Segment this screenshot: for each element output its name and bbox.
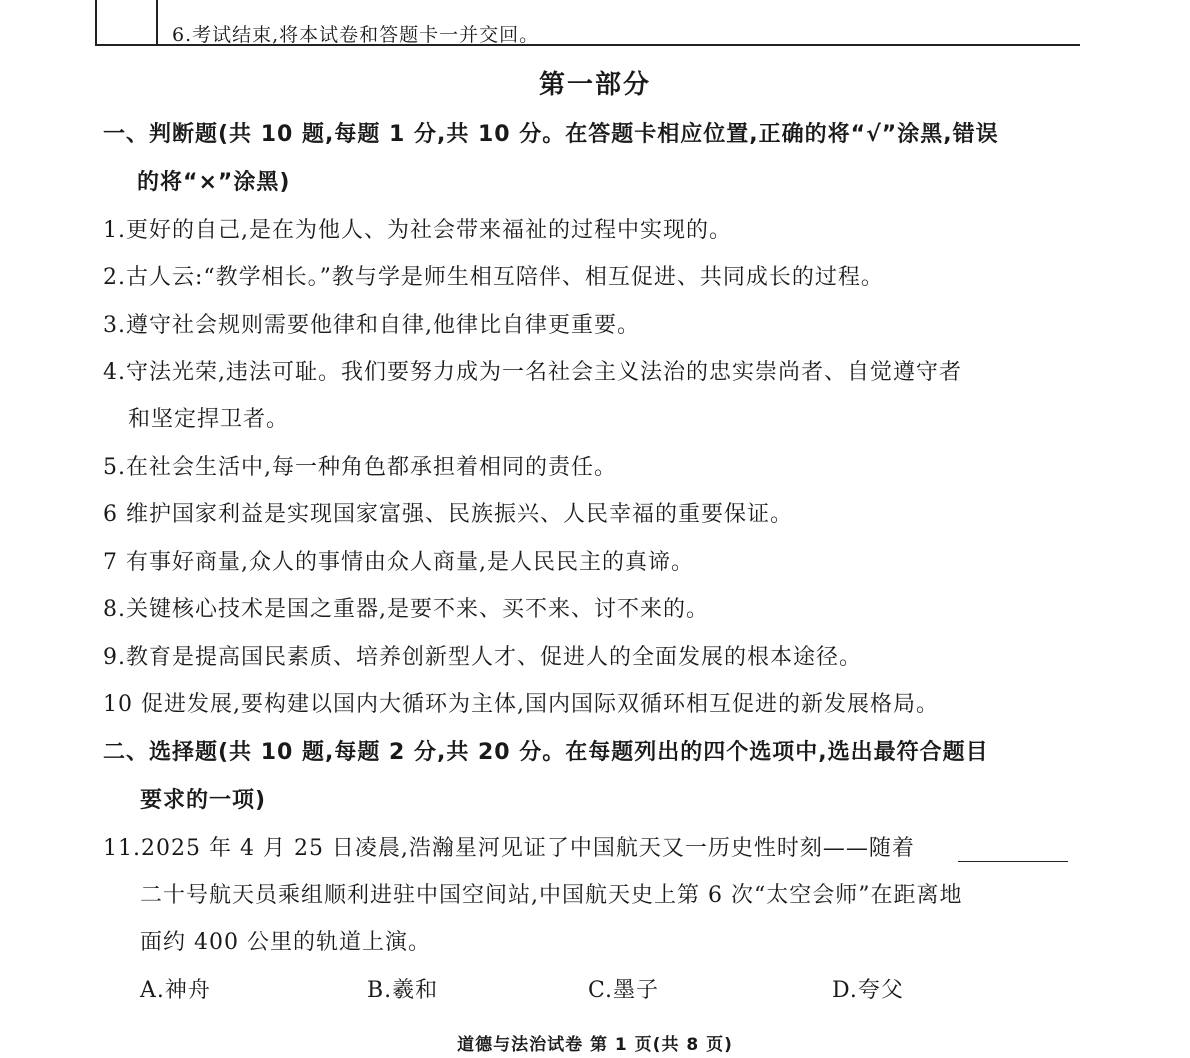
header-divider xyxy=(95,44,1080,46)
option-b: B.羲和 xyxy=(367,978,439,1003)
section2-heading-cont: 要求的一项) xyxy=(140,788,267,813)
judgement-item: 2.古人云:“教学相长。”教与学是师生相互陪伴、相互促进、共同成长的过程。 xyxy=(103,265,884,290)
judgement-item: 10 促进发展,要构建以国内大循环为主体,国内国际双循环相互促进的新发展格局。 xyxy=(103,692,939,717)
header-box xyxy=(95,0,158,44)
option-d: D.夸父 xyxy=(832,978,904,1003)
page-footer: 道德与法治试卷 第 1 页(共 8 页) xyxy=(457,1035,733,1055)
question-11-stem: 11.2025 年 4 月 25 日凌晨,浩瀚星河见证了中国航天又一历史性时刻——随着 xyxy=(103,836,915,861)
judgement-item: 6 维护国家利益是实现国家富强、民族振兴、人民幸福的重要保证。 xyxy=(103,502,793,527)
judgement-item: 5.在社会生活中,每一种角色都承担着相同的责任。 xyxy=(103,455,617,480)
judgement-item-cont: 和坚定捍卫者。 xyxy=(128,407,290,432)
section2-heading: 二、选择题(共 10 题,每题 2 分,共 20 分。在每题列出的四个选项中,选出最符合题目 xyxy=(103,740,989,765)
answer-blank xyxy=(958,861,1068,862)
part-title: 第一部分 xyxy=(538,70,651,100)
judgement-item: 8.关键核心技术是国之重器,是要不来、买不来、讨不来的。 xyxy=(103,597,709,622)
option-c: C.墨子 xyxy=(588,978,660,1003)
header-note: 6.考试结束,将本试卷和答题卡一并交回。 xyxy=(172,24,540,46)
question-11-stem-cont: 面约 400 公里的轨道上演。 xyxy=(140,930,431,955)
option-a: A.神舟 xyxy=(140,978,211,1003)
section1-heading: 一、判断题(共 10 题,每题 1 分,共 10 分。在答题卡相应位置,正确的将“√”涂黑,错误 xyxy=(103,122,999,147)
judgement-item: 9.教育是提高国民素质、培养创新型人才、促进人的全面发展的根本途径。 xyxy=(103,645,862,670)
judgement-item: 4.守法光荣,违法可耻。我们要努力成为一名社会主义法治的忠实崇尚者、自觉遵守者 xyxy=(103,360,962,385)
judgement-item: 7 有事好商量,众人的事情由众人商量,是人民民主的真谛。 xyxy=(103,550,694,575)
judgement-item: 3.遵守社会规则需要他律和自律,他律比自律更重要。 xyxy=(103,313,640,338)
section1-heading-cont: 的将“×”涂黑) xyxy=(137,170,291,195)
judgement-item: 1.更好的自己,是在为他人、为社会带来福祉的过程中实现的。 xyxy=(103,218,732,243)
question-11-stem-cont: 二十号航天员乘组顺利进驻中国空间站,中国航天史上第 6 次“太空会师”在距离地 xyxy=(140,883,963,908)
